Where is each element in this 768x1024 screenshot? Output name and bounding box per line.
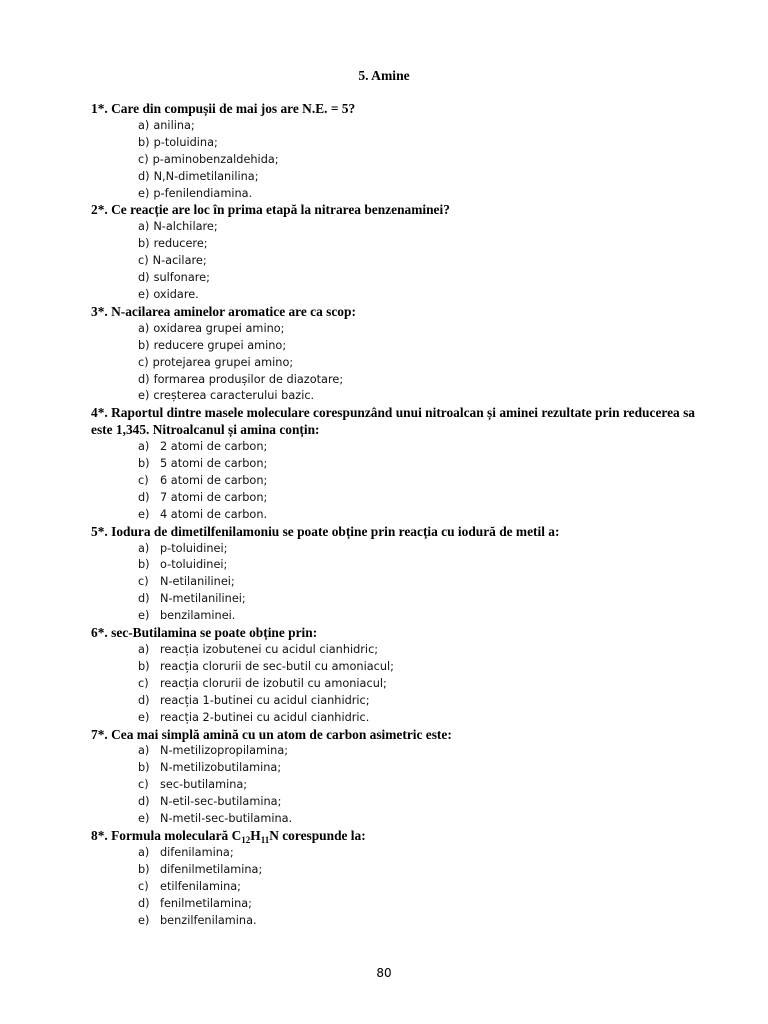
option-letter: d) bbox=[138, 693, 150, 707]
question-number: 1*. bbox=[91, 101, 108, 116]
option-text: p-aminobenzaldehida; bbox=[152, 152, 279, 166]
option-text: benzilaminei. bbox=[160, 609, 236, 623]
option-text: N-metilanilinei; bbox=[160, 592, 246, 606]
question-stem: Iodura de dimetilfenilamoniu se poate obține prin reacția cu iodură de metil a: bbox=[111, 523, 560, 539]
answer-option-d bbox=[91, 372, 695, 389]
option-text: reducere; bbox=[153, 237, 208, 251]
answer-options bbox=[91, 541, 695, 626]
question-8 bbox=[91, 828, 695, 929]
option-letter: c) bbox=[138, 254, 149, 268]
answer-option-c bbox=[91, 473, 695, 490]
answer-option-c bbox=[91, 879, 695, 896]
option-text: N-acilare; bbox=[152, 254, 207, 268]
answer-option-a bbox=[91, 321, 695, 338]
option-text: p-fenilendiamina. bbox=[153, 186, 253, 200]
answer-option-e bbox=[91, 507, 695, 524]
option-letter: b) bbox=[138, 338, 150, 352]
option-text: p-toluidina; bbox=[153, 135, 218, 149]
question-stem: N-acilarea aminelor aromatice are ca scop: bbox=[111, 303, 356, 319]
option-text: fenilmetilamina; bbox=[160, 896, 252, 910]
answer-option-b bbox=[91, 862, 695, 879]
question-6-text bbox=[91, 625, 695, 642]
option-letter: e) bbox=[138, 812, 150, 826]
option-letter: b) bbox=[138, 862, 150, 876]
option-text: anilina; bbox=[153, 118, 195, 132]
question-number: 5*. bbox=[91, 523, 108, 539]
answer-option-b bbox=[91, 557, 695, 574]
question-3-text bbox=[91, 304, 695, 321]
question-5 bbox=[91, 524, 695, 625]
option-text: p-toluidinei; bbox=[160, 541, 228, 555]
answer-option-a bbox=[91, 642, 695, 659]
option-letter: a) bbox=[138, 321, 150, 335]
option-text: etilfenilamina; bbox=[160, 879, 241, 893]
option-letter: d) bbox=[138, 490, 150, 504]
answer-option-d bbox=[91, 591, 695, 608]
answer-options bbox=[91, 845, 695, 930]
option-letter: c) bbox=[138, 473, 149, 487]
question-number: 7*. bbox=[91, 726, 108, 742]
answer-option-a bbox=[91, 439, 695, 456]
option-text: difenilamina; bbox=[160, 845, 234, 859]
answer-option-a bbox=[91, 845, 695, 862]
option-text: oxidare. bbox=[153, 287, 199, 301]
answer-option-c bbox=[91, 152, 695, 169]
question-stem bbox=[111, 828, 366, 843]
option-letter: a) bbox=[138, 541, 150, 555]
question-stem: sec-Butilamina se poate obține prin: bbox=[111, 625, 318, 641]
answer-options bbox=[91, 439, 695, 524]
option-text: formarea produșilor de diazotare; bbox=[153, 372, 344, 386]
answer-option-a bbox=[91, 118, 695, 135]
option-letter: e) bbox=[138, 507, 150, 521]
option-text: reacția izobutenei cu acidul cianhidric; bbox=[160, 643, 379, 656]
question-5-text bbox=[91, 524, 695, 541]
option-letter: b) bbox=[138, 237, 150, 251]
option-text: 2 atomi de carbon; bbox=[160, 440, 268, 454]
question-4-text bbox=[91, 405, 695, 439]
option-text: reacția clorurii de sec-butil cu amoniacul; bbox=[160, 659, 394, 673]
question-7 bbox=[91, 727, 695, 828]
option-letter: e) bbox=[138, 913, 150, 927]
question-list bbox=[91, 101, 695, 929]
answer-options bbox=[91, 642, 695, 727]
option-letter: e) bbox=[138, 389, 150, 403]
option-text: oxidarea grupei amino; bbox=[153, 321, 285, 335]
option-letter: a) bbox=[138, 220, 150, 234]
question-stem: Cea mai simplă amină cu un atom de carbon asimetric este: bbox=[111, 726, 452, 742]
option-letter: c) bbox=[138, 879, 149, 893]
answer-options bbox=[91, 118, 695, 203]
option-letter: a) bbox=[138, 118, 150, 132]
answer-option-d bbox=[91, 169, 695, 186]
option-letter: c) bbox=[138, 778, 149, 792]
answer-option-b bbox=[91, 760, 695, 777]
question-number: 2*. bbox=[91, 202, 108, 218]
option-letter: a) bbox=[138, 845, 150, 859]
answer-option-b bbox=[91, 236, 695, 253]
option-letter: d) bbox=[138, 271, 150, 285]
formula-text-before: Formula moleculară C bbox=[111, 827, 242, 843]
formula-subscript-hydrogen: 11 bbox=[260, 834, 270, 845]
option-text: 4 atomi de carbon. bbox=[160, 507, 268, 521]
option-letter: c) bbox=[138, 152, 149, 166]
question-1 bbox=[91, 101, 695, 202]
answer-option-b bbox=[91, 456, 695, 473]
option-text: N-etilanilinei; bbox=[160, 575, 235, 589]
question-stem: Care din compușii de mai jos are N.E. = 5? bbox=[111, 101, 356, 116]
option-letter: d) bbox=[138, 592, 150, 606]
option-letter: c) bbox=[138, 676, 149, 690]
page-title: 5. Amine bbox=[358, 68, 410, 83]
question-number: 6*. bbox=[91, 625, 108, 641]
question-4 bbox=[91, 405, 695, 523]
option-text: sec-butilamina; bbox=[160, 778, 248, 792]
answer-option-d bbox=[91, 896, 695, 913]
option-letter: d) bbox=[138, 896, 150, 910]
option-letter: e) bbox=[138, 710, 150, 724]
answer-option-d bbox=[91, 490, 695, 507]
question-3 bbox=[91, 304, 695, 405]
question-stem: Raportul dintre masele moleculare corespunzând unui nitroalcan și aminei rezultate prin reducerea sa este 1,345. Nitroalcanul și amina conțin: bbox=[91, 405, 695, 438]
answer-option-e bbox=[91, 287, 695, 304]
option-letter: d) bbox=[138, 372, 150, 386]
answer-option-e bbox=[91, 811, 695, 828]
page-number: 80 bbox=[376, 966, 392, 980]
option-text: benzilfenilamina. bbox=[160, 913, 257, 927]
answer-option-c bbox=[91, 676, 695, 693]
option-letter: e) bbox=[138, 287, 150, 301]
answer-option-b bbox=[91, 659, 695, 676]
option-letter: d) bbox=[138, 169, 150, 183]
option-text: reducere grupei amino; bbox=[153, 338, 287, 352]
option-text: reacția 1-butinei cu acidul cianhidric; bbox=[160, 693, 370, 707]
option-text: N-metilizobutilamina; bbox=[160, 761, 282, 775]
formula-text-mid: H bbox=[250, 827, 261, 843]
option-text: protejarea grupei amino; bbox=[152, 355, 294, 369]
answer-options bbox=[91, 219, 695, 304]
option-letter: c) bbox=[138, 575, 149, 589]
answer-option-c bbox=[91, 253, 695, 270]
option-text: difenilmetilamina; bbox=[160, 862, 263, 876]
question-1-text bbox=[91, 101, 695, 118]
answer-option-c bbox=[91, 574, 695, 591]
option-letter: c) bbox=[138, 355, 149, 369]
answer-option-e bbox=[91, 608, 695, 625]
option-text: 6 atomi de carbon; bbox=[160, 473, 268, 487]
answer-option-e bbox=[91, 186, 695, 203]
answer-option-a bbox=[91, 743, 695, 760]
option-letter: b) bbox=[138, 558, 150, 572]
option-text: N-etil-sec-butilamina; bbox=[160, 795, 282, 809]
question-6 bbox=[91, 625, 695, 726]
answer-option-b bbox=[91, 135, 695, 152]
question-number: 8*. bbox=[91, 827, 108, 843]
option-text: 7 atomi de carbon; bbox=[160, 490, 268, 504]
question-7-text bbox=[91, 727, 695, 744]
question-number: 4*. bbox=[91, 405, 108, 421]
option-letter: b) bbox=[138, 135, 150, 149]
option-text: N-metilizopropilamina; bbox=[160, 744, 289, 758]
answer-option-c bbox=[91, 777, 695, 794]
option-letter: a) bbox=[138, 440, 150, 454]
answer-option-a bbox=[91, 219, 695, 236]
question-8-text bbox=[91, 828, 695, 845]
option-letter: b) bbox=[138, 659, 150, 673]
answer-option-d bbox=[91, 693, 695, 710]
option-text: sulfonare; bbox=[153, 271, 210, 285]
option-text: o-toluidinei; bbox=[160, 558, 228, 572]
option-letter: e) bbox=[138, 609, 150, 623]
answer-option-e bbox=[91, 710, 695, 727]
answer-option-d bbox=[91, 794, 695, 811]
option-text: reacția 2-butinei cu acidul cianhidric. bbox=[160, 710, 370, 724]
answer-options bbox=[91, 743, 695, 828]
option-text: reacția clorurii de izobutil cu amoniacul; bbox=[160, 676, 387, 690]
answer-option-e bbox=[91, 388, 695, 405]
answer-option-d bbox=[91, 270, 695, 287]
option-text: creșterea caracterului bazic. bbox=[153, 389, 315, 403]
answer-option-b bbox=[91, 338, 695, 355]
option-letter: b) bbox=[138, 457, 150, 471]
option-letter: a) bbox=[138, 744, 150, 758]
answer-options bbox=[91, 321, 695, 406]
option-text: 5 atomi de carbon; bbox=[160, 457, 268, 471]
answer-option-e bbox=[91, 913, 695, 930]
option-letter: a) bbox=[138, 643, 150, 656]
question-stem: Ce reacție are loc în prima etapă la nitrarea benzenaminei? bbox=[111, 202, 450, 218]
option-text: N,N-dimetilanilina; bbox=[153, 169, 259, 183]
option-letter: d) bbox=[138, 795, 150, 809]
answer-option-c bbox=[91, 355, 695, 372]
question-2-text bbox=[91, 202, 695, 219]
question-number: 3*. bbox=[91, 303, 108, 319]
option-letter: b) bbox=[138, 761, 150, 775]
question-2 bbox=[91, 202, 695, 303]
formula-text-after: N corespunde la: bbox=[269, 827, 366, 843]
answer-option-a bbox=[91, 541, 695, 558]
option-text: N-metil-sec-butilamina. bbox=[160, 812, 293, 826]
option-letter: e) bbox=[138, 186, 150, 200]
formula-subscript-carbon: 12 bbox=[241, 834, 251, 845]
option-text: N-alchilare; bbox=[153, 220, 218, 234]
